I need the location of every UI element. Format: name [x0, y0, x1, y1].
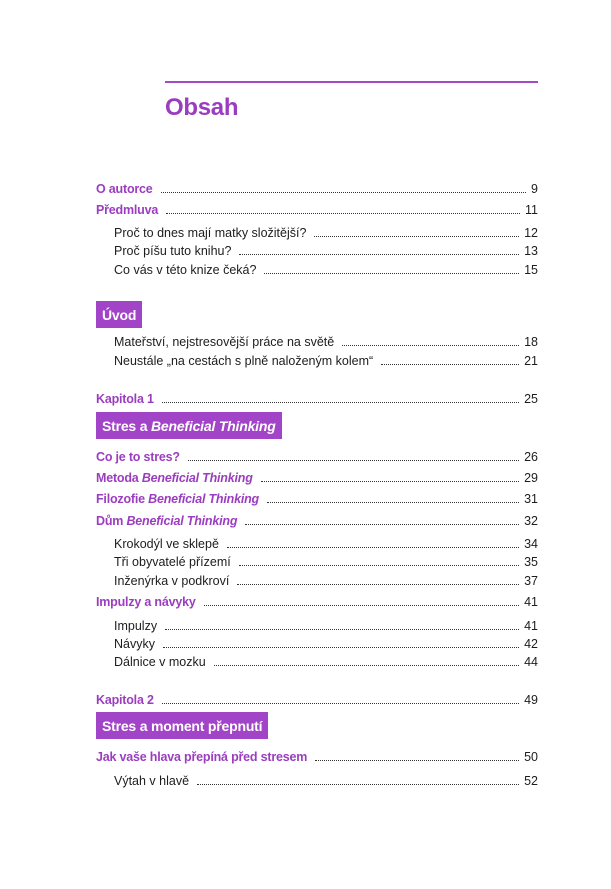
dot-leader — [239, 565, 519, 566]
page-number: 41 — [524, 619, 538, 633]
toc-entry-kapitola-2[interactable] — [96, 691, 538, 709]
toc-subentry[interactable] — [114, 352, 538, 370]
toc-entry-label — [96, 514, 245, 528]
dot-leader — [197, 784, 519, 785]
page-number: 42 — [524, 637, 538, 651]
dot-leader — [267, 502, 519, 503]
toc-subentry[interactable] — [114, 653, 538, 671]
toc-entry-label: Proč to dnes mají matky složitější? — [114, 226, 307, 240]
dot-leader — [162, 703, 519, 704]
toc-entry[interactable] — [96, 512, 538, 530]
dot-leader — [166, 213, 520, 214]
page-number: 11 — [525, 203, 538, 217]
dot-leader — [204, 605, 519, 606]
page-number: 41 — [524, 595, 538, 609]
dot-leader — [237, 584, 519, 585]
dot-leader — [315, 760, 519, 761]
dot-leader — [214, 665, 519, 666]
toc-entry-label: Návyky — [114, 637, 155, 651]
toc-subentry[interactable] — [114, 242, 538, 260]
toc-entry[interactable] — [96, 490, 538, 508]
toc-entry-label: Impulzy — [114, 619, 158, 633]
page-number: 25 — [524, 392, 538, 406]
toc-entry-label: Proč píšu tuto knihu? — [114, 244, 232, 258]
toc-entry-label: Kapitola 1 — [96, 392, 154, 406]
toc-entry-label — [96, 471, 261, 485]
section-band-kapitola-1[interactable] — [96, 412, 282, 439]
section-band-label: Stres a moment přepnutí — [102, 717, 263, 734]
toc-entry-label: Mateřství, nejstresovější práce na světě — [114, 335, 335, 349]
toc-entry-label: Kapitola 2 — [96, 693, 154, 707]
page-number: 31 — [524, 492, 538, 506]
toc-entry-label-italic: Beneficial Thinking — [126, 514, 238, 528]
page-number: 15 — [524, 263, 538, 277]
toc-entry-label: O autorce — [96, 182, 153, 196]
toc-entry-label — [96, 492, 267, 506]
page-number: 35 — [524, 555, 538, 569]
section-band-label: Stres a — [102, 417, 148, 434]
toc-entry-label-italic: Beneficial Thinking — [148, 492, 259, 506]
page-number: 32 — [524, 514, 538, 528]
dot-leader — [227, 547, 519, 548]
dot-leader — [342, 345, 519, 346]
page-number: 13 — [524, 244, 538, 258]
section-band-label: Úvod — [102, 306, 137, 323]
toc-entry-predmluva[interactable] — [96, 201, 538, 219]
dot-leader — [188, 460, 519, 461]
page-number: 37 — [524, 574, 538, 588]
toc-subentry[interactable] — [114, 772, 538, 790]
page-number: 9 — [531, 182, 538, 196]
toc-entry-label: Co je to stres? — [96, 450, 180, 464]
dot-leader — [245, 524, 519, 525]
toc-subentry[interactable] — [114, 617, 538, 635]
toc-entry-kapitola-1[interactable] — [96, 390, 538, 408]
toc-subentry[interactable] — [114, 635, 538, 653]
dot-leader — [161, 192, 526, 193]
toc-entry-label-part: Metoda — [96, 471, 142, 485]
toc-subentry[interactable] — [114, 333, 538, 351]
toc-subentry[interactable] — [114, 535, 538, 553]
toc-entry-label-part: Dům — [96, 514, 127, 528]
section-band-label-italic: Beneficial Thinking — [151, 417, 276, 434]
toc-entry-label: Neustále „na cestách s plně naloženým kolem“ — [114, 354, 374, 368]
dot-leader — [162, 402, 519, 403]
toc-entry-label: Dálnice v mozku — [114, 655, 206, 669]
toc-entry[interactable] — [96, 469, 538, 487]
page-number: 49 — [524, 693, 538, 707]
toc-entry-o-autorce[interactable] — [96, 180, 538, 198]
toc-entry-label-part: Filozofie — [96, 492, 149, 506]
dot-leader — [264, 273, 519, 274]
toc-entry-label-italic: Beneficial Thinking — [141, 471, 253, 485]
dot-leader — [165, 629, 519, 630]
toc-entry-label: Impulzy a návyky — [96, 595, 196, 609]
dot-leader — [239, 254, 519, 255]
page-number: 26 — [524, 450, 538, 464]
dot-leader — [314, 236, 519, 237]
toc-entry[interactable] — [96, 748, 538, 766]
dot-leader — [261, 481, 519, 482]
toc-subentry[interactable] — [114, 224, 538, 242]
toc-entry-label: Jak vaše hlava přepíná před stresem — [96, 750, 308, 764]
page-number: 50 — [524, 750, 538, 764]
toc-entry-label: Tři obyvatelé přízemí — [114, 555, 231, 569]
dot-leader — [381, 364, 519, 365]
section-band-uvod[interactable] — [96, 301, 142, 328]
page-number: 44 — [524, 655, 538, 669]
page-number: 34 — [524, 537, 538, 551]
page-number: 18 — [524, 335, 538, 349]
toc-subentry[interactable] — [114, 261, 538, 279]
page-title: Obsah — [165, 94, 239, 121]
dot-leader — [163, 647, 519, 648]
toc-entry-label: Co vás v této knize čeká? — [114, 263, 257, 277]
toc-entry-label: Inženýrka v podkroví — [114, 574, 230, 588]
toc-entry[interactable] — [96, 593, 538, 611]
page-number: 21 — [524, 354, 538, 368]
toc-entry-label: Předmluva — [96, 203, 159, 217]
page-number: 52 — [524, 774, 538, 788]
section-band-kapitola-2[interactable] — [96, 712, 268, 739]
toc-entry[interactable] — [96, 448, 538, 466]
toc-subentry[interactable] — [114, 553, 538, 571]
page-number: 12 — [524, 226, 538, 240]
toc-entry-label: Výtah v hlavě — [114, 774, 190, 788]
page-number: 29 — [524, 471, 538, 485]
toc-entry-label: Krokodýl ve sklepě — [114, 537, 219, 551]
toc-subentry[interactable] — [114, 572, 538, 590]
